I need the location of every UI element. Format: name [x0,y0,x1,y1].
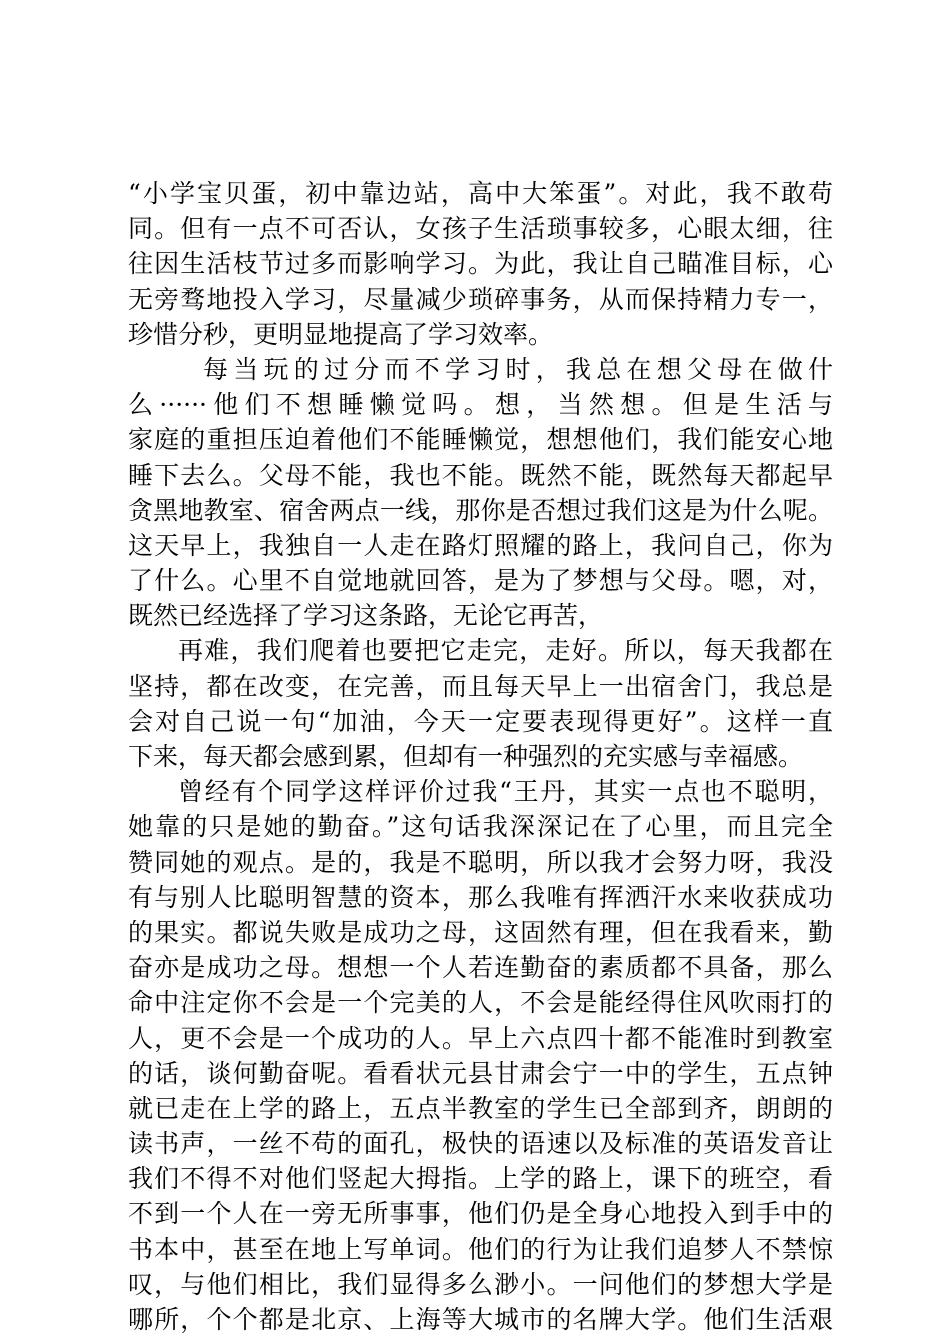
text-line: 贪黑地教室、宿舍两点一线，那你是否想过我们这是为什么呢。 [128,495,833,525]
text-line: 叹，与他们相比，我们显得多么渺小。一问他们的梦想大学是 [128,1269,833,1299]
text-line: 哪所，个个都是北京、上海等大城市的名牌大学。他们生活艰 [128,1305,833,1334]
text-line: 每当玩的过分而不学习时，我总在想父母在做什 [203,354,833,384]
text-line: 有与别人比聪明智慧的资本，那么我唯有挥洒汗水来收获成功 [128,882,833,912]
text-line: 无旁骛地投入学习，尽量减少琐碎事务，从而保持精力专一， [128,284,833,314]
text-line: 同。但有一点不可否认，女孩子生活琐事较多，心眼太细，往 [128,214,833,244]
body-text [128,176,833,1337]
text-line: 的果实。都说失败是成功之母，这固然有理，但在我看来，勤 [128,917,833,947]
text-line: 珍惜分秒，更明显地提高了学习效率。 [128,319,554,349]
text-line: 么······他们不想睡懒觉吗。想，当然想。但是生活与 [128,390,833,420]
text-line: 她靠的只是她的勤奋。”这句话我深深记在了心里，而且完全 [128,812,833,842]
text-line: 了什么。心里不自觉地就回答，是为了梦想与父母。嗯，对， [128,566,833,596]
text-line: 命中注定你不会是一个完美的人，不会是能经得住风吹雨打的 [128,988,833,1018]
text-line: 下来，每天都会感到累，但却有一种强烈的充实感与幸福感。 [128,742,804,771]
text-line: 既然已经选择了学习这条路，无论它再苦， [128,601,604,631]
text-line: 会对自己说一句“加油，今天一定要表现得更好”。这样一直 [128,706,833,736]
text-line: 就已走在上学的路上，五点半教室的学生已全部到齐，朗朗的 [128,1093,833,1123]
text-line: 往因生活枝节过多而影响学习。为此，我让自己瞄准目标，心 [128,249,833,279]
text-line: 赞同她的观点。是的，我是不聪明，所以我才会努力呀，我没 [128,847,833,877]
text-line: 人，更不会是一个成功的人。早上六点四十都不能准时到教室 [128,1023,833,1053]
text-line: 奋亦是成功之母。想想一个人若连勤奋的素质都不具备，那么 [128,953,833,983]
text-line: 睡下去么。父母不能，我也不能。既然不能，既然每天都起早 [128,460,833,490]
text-line: 书本中，甚至在地上写单词。他们的行为让我们追梦人不禁惊 [128,1234,833,1264]
text-line: 坚持，都在改变，在完善，而且每天早上一出宿舍门，我总是 [128,671,833,701]
text-line: 读书声，一丝不苟的面孔，极快的语速以及标准的英语发音让 [128,1129,833,1159]
text-line: 家庭的重担压迫着他们不能睡懒觉，想想他们，我们能安心地 [128,425,833,455]
text-line: 曾经有个同学这样评价过我“王丹，其实一点也不聪明， [178,777,833,807]
text-line: 这天早上，我独自一人走在路灯照耀的路上，我问自己，你为 [128,530,833,560]
text-line: “小学宝贝蛋，初中靠边站，高中大笨蛋”。对此，我不敢苟 [128,179,833,208]
text-line: 的话，谈何勤奋呢。看看状元县甘肃会宁一中的学生，五点钟 [128,1058,833,1088]
text-line: 我们不得不对他们竖起大拇指。上学的路上，课下的班空，看 [128,1164,833,1194]
text-line: 不到一个人在一旁无所事事，他们仍是全身心地投入到手中的 [128,1199,833,1229]
text-line: 再难，我们爬着也要把它走完，走好。所以，每天我都在 [178,636,833,666]
